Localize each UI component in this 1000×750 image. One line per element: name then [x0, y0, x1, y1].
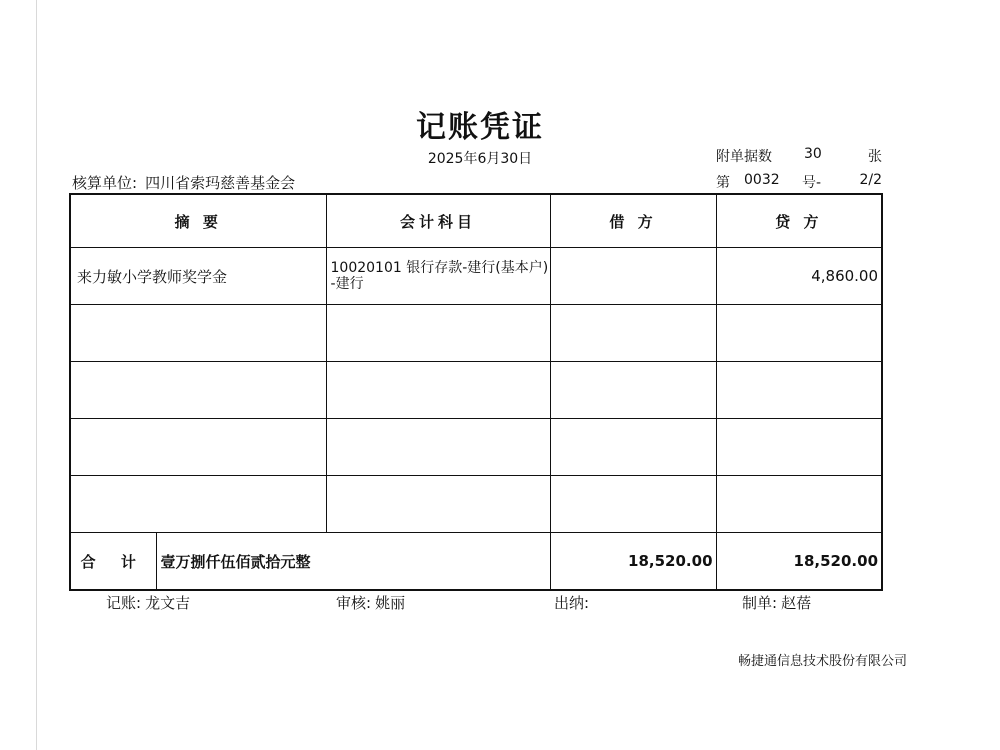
unit-value: 四川省索玛慈善基金会 — [145, 174, 296, 192]
reviewer-name: 姚丽 — [375, 594, 406, 612]
row-account — [326, 476, 550, 533]
row-summary — [70, 476, 326, 533]
header-account: 会计科目 — [326, 194, 550, 248]
row-credit — [716, 476, 882, 533]
row-credit — [716, 419, 882, 476]
bookkeeper-label: 记账: — [106, 594, 142, 612]
row-account — [326, 419, 550, 476]
row-debit — [550, 362, 716, 419]
voucher-number-suffix: 号- — [802, 175, 822, 191]
header-credit: 贷 方 — [716, 194, 882, 248]
software-company: 畅捷通信息技术股份有限公司 — [738, 654, 908, 669]
voucher-number-value: 0032 — [744, 172, 780, 188]
row-summary — [70, 362, 326, 419]
row-summary — [70, 305, 326, 362]
unit-label: 核算单位: — [72, 174, 138, 192]
row-account — [326, 305, 550, 362]
row-credit — [716, 362, 882, 419]
row-account — [326, 362, 550, 419]
accounting-unit — [72, 172, 295, 193]
preparer-label: 制单: — [742, 594, 778, 612]
signature-preparer — [742, 592, 811, 613]
row-summary — [70, 419, 326, 476]
header-debit: 借 方 — [550, 194, 716, 248]
attachments-suffix: 张 — [868, 149, 882, 165]
table-row — [70, 305, 882, 362]
signature-reviewer — [336, 592, 405, 613]
voucher-number — [716, 172, 882, 192]
reviewer-label: 审核: — [336, 594, 372, 612]
voucher-number-prefix: 第 — [716, 175, 730, 191]
total-amount-in-words: 壹万捌仟伍佰贰拾元整 — [156, 533, 550, 591]
table-row — [70, 248, 882, 305]
voucher-date: 2025年6月30日 — [427, 151, 533, 167]
total-credit: 18,520.00 — [716, 533, 882, 591]
signature-bookkeeper — [106, 592, 190, 613]
attachments-label: 附单据数 — [716, 149, 772, 165]
preparer-name: 赵蓓 — [781, 594, 812, 612]
cashier-label: 出纳: — [554, 594, 590, 612]
bookkeeper-name: 龙文吉 — [145, 594, 191, 612]
voucher-page: 2/2 — [859, 172, 882, 188]
attachments-number: 30 — [804, 146, 822, 162]
attachments-count — [716, 146, 882, 166]
table-row — [70, 362, 882, 419]
total-label: 合 计 — [70, 533, 156, 591]
voucher-title: 记账凭证 — [416, 110, 544, 145]
row-debit — [550, 305, 716, 362]
row-account: 10020101 银行存款-建行(基本户)-建行 — [326, 248, 550, 305]
table-header-row — [70, 194, 882, 248]
row-debit — [550, 476, 716, 533]
table-row — [70, 476, 882, 533]
signature-cashier — [554, 592, 593, 613]
total-debit: 18,520.00 — [550, 533, 716, 591]
row-debit — [550, 248, 716, 305]
total-row — [70, 533, 882, 591]
header-summary: 摘 要 — [70, 194, 326, 248]
table-row — [70, 419, 882, 476]
row-credit — [716, 305, 882, 362]
row-summary: 来力敏小学教师奖学金 — [70, 248, 326, 305]
row-credit: 4,860.00 — [716, 248, 882, 305]
voucher-table — [69, 193, 883, 591]
row-debit — [550, 419, 716, 476]
